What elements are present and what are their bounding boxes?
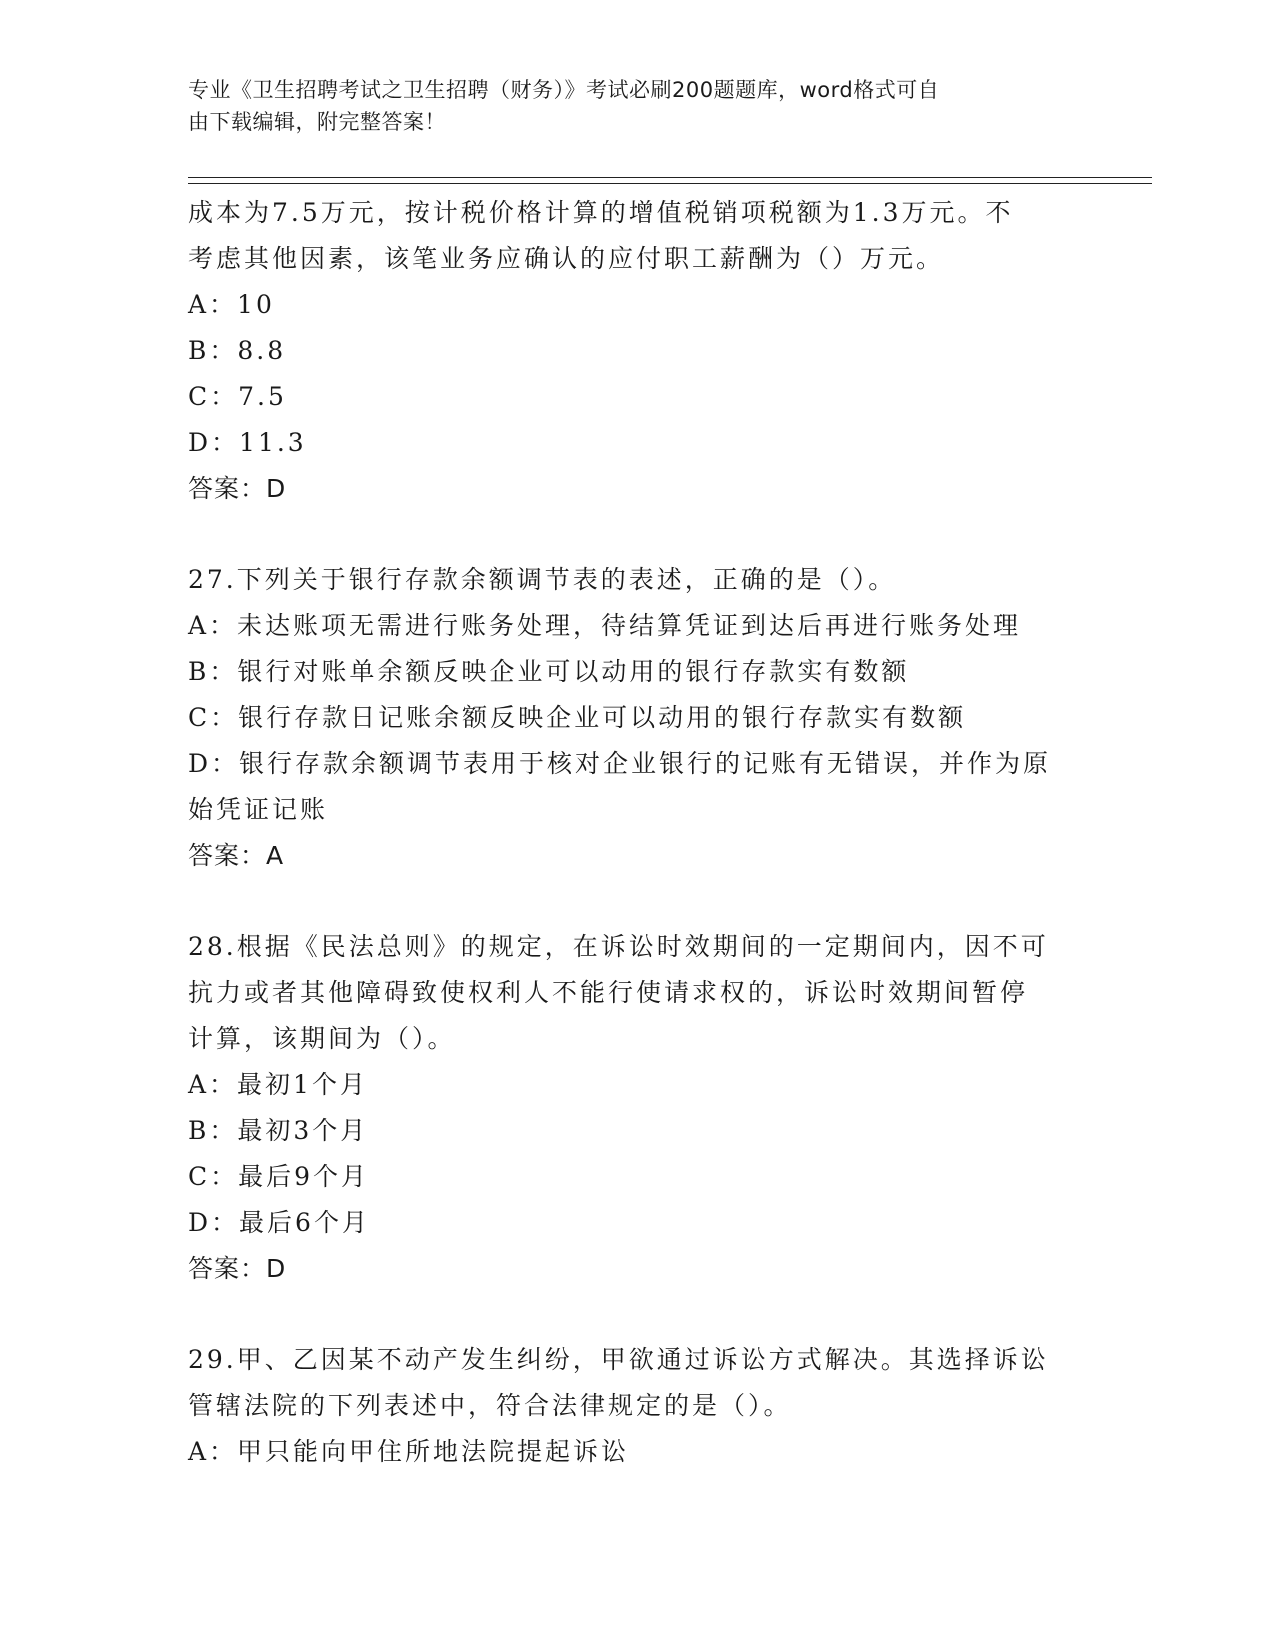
answer-line: 答案：A [188, 841, 285, 870]
option-a: A：最初1个月 [188, 1070, 368, 1099]
answer-line: 答案：D [188, 1254, 287, 1283]
question-stem-line: 成本为7.5万元，按计税价格计算的增值税销项税额为1.3万元。不 [188, 198, 1014, 227]
question-stem-line: 27.下列关于银行存款余额调节表的表述，正确的是（）。 [188, 565, 897, 594]
question-stem-line: 28.根据《民法总则》的规定，在诉讼时效期间的一定期间内，因不可 [188, 932, 1049, 961]
option-d-continued: 始凭证记账 [188, 795, 329, 824]
option-d: D：11.3 [188, 428, 307, 457]
header-line-1: 专业《卫生招聘考试之卫生招聘（财务）》考试必刷200题题库，word格式可自 [188, 78, 940, 102]
option-a: A：10 [188, 290, 275, 319]
question-28 [188, 924, 1088, 1292]
option-b: B：8.8 [188, 336, 287, 365]
question-spacer [188, 512, 1088, 557]
option-c: C：7.5 [188, 382, 287, 411]
option-a: A：未达账项无需进行账务处理，待结算凭证到达后再进行账务处理 [188, 611, 1022, 640]
question-27 [188, 557, 1088, 879]
question-stem-line: 考虑其他因素，该笔业务应确认的应付职工薪酬为（）万元。 [188, 244, 945, 273]
option-d: D：最后6个月 [188, 1208, 370, 1237]
question-stem-line: 计算，该期间为（）。 [188, 1024, 456, 1053]
document-header [188, 74, 1068, 138]
option-d: D：银行存款余额调节表用于核对企业银行的记账有无错误，并作为原 [188, 749, 1052, 778]
option-b: B：银行对账单余额反映企业可以动用的银行存款实有数额 [188, 657, 910, 686]
question-stem-line: 29.甲、乙因某不动产发生纠纷，甲欲通过诉讼方式解决。其选择诉讼 [188, 1345, 1049, 1374]
header-divider-bottom [188, 183, 1152, 184]
option-a: A：甲只能向甲住所地法院提起诉讼 [188, 1437, 630, 1466]
question-stem-line: 管辖法院的下列表述中，符合法律规定的是（）。 [188, 1391, 792, 1420]
question-spacer [188, 879, 1088, 924]
question-stem-line: 抗力或者其他障碍致使权利人不能行使请求权的，诉讼时效期间暂停 [188, 978, 1029, 1007]
option-b: B：最初3个月 [188, 1116, 369, 1145]
header-line-2: 由下载编辑，附完整答案！ [188, 110, 446, 134]
question-29 [188, 1337, 1088, 1475]
option-c: C：最后9个月 [188, 1162, 370, 1191]
header-divider-top [188, 177, 1152, 178]
option-c: C：银行存款日记账余额反映企业可以动用的银行存款实有数额 [188, 703, 967, 732]
question-list [188, 190, 1088, 1475]
question-spacer [188, 1292, 1088, 1337]
answer-line: 答案：D [188, 474, 287, 503]
question-26 [188, 190, 1088, 512]
